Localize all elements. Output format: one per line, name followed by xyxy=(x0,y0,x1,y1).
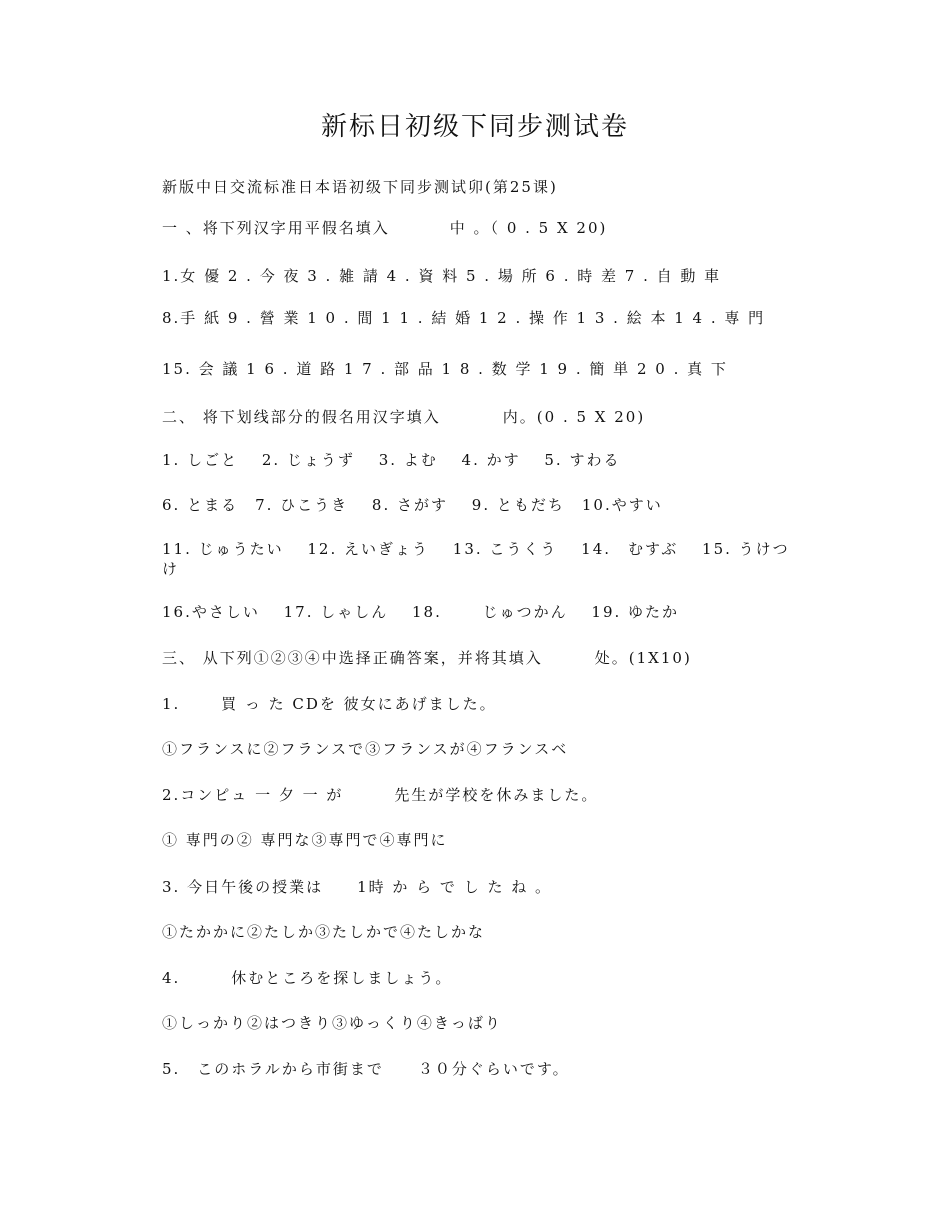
section2-row-1: 1. しごと 2. じょうず 3. よむ 4. かす 5. すわる xyxy=(162,451,621,469)
section2-heading-tail: 内。(0 . 5 X 20) xyxy=(502,408,646,426)
question-2: 2.コンピュ 一 夕 一 が 先生が学校を休みました。 xyxy=(162,786,599,804)
section1-row-2: 8.手 紙 9 . 營 業 1 0 . 間 1 1 . 結 婚 1 2 . 操 作 1 3 . 絵 本 1 4 . 専 門 xyxy=(162,309,766,327)
page-title: 新标日初级下同步测试卷 xyxy=(320,112,629,142)
section1-heading xyxy=(162,217,802,238)
question-4-options: ①しっかり②はつきり③ゆっくり④きっばり xyxy=(162,1014,502,1032)
section2-row-2: 6. とまる 7. ひこうき 8. さがす 9. ともだち 10.やすい xyxy=(162,496,663,514)
question-5: 5. このホラルから市街まで ３０分ぐらいです。 xyxy=(162,1060,570,1078)
question-1: 1. 買 っ た CDを 彼女にあげました。 xyxy=(162,695,497,713)
question-3-options: ①たかかに②たしか③たしかで④たしかな xyxy=(162,923,486,941)
section1-heading-tail: 中 。（ 0 . 5 X 20) xyxy=(449,219,608,237)
question-3: 3. 今日午後の授業は 1時 か ら で し た ね 。 xyxy=(162,878,553,896)
question-1-options: ①フランスに②フランスで③フランスが④フランスベ xyxy=(162,740,569,758)
section2-heading xyxy=(162,406,802,427)
section3-heading xyxy=(162,647,802,668)
section2-heading-text: 二、 将下划线部分的假名用汉字填入 xyxy=(162,408,441,426)
question-2-options: ① 専門の② 専門な③専門で④専門に xyxy=(162,831,448,849)
section3-heading-text: 三、 从下列①②③④中选择正确答案，并将其填入 xyxy=(162,649,543,667)
section2-row-3: 11. じゅうたい 12. えいぎょう 13. こうくう 14. むすぶ 15. うけつけ xyxy=(162,540,790,578)
subtitle: 新版中日交流标准日本语初级下同步测试卯(第25课) xyxy=(162,178,558,196)
section1-heading-text: 一 、将下列汉字用平假名填入 xyxy=(162,219,390,237)
question-4: 4. 休むところを探しましょう。 xyxy=(162,969,453,987)
section2-row-4: 16.やさしい 17. しゃしん 18. じゅつかん 19. ゆたか xyxy=(162,603,680,621)
section1-row-1: 1.女 優 2 . 今 夜 3 . 雑 請 4 . 資 料 5 . 場 所 6 . 時 差 7 . 自 動 車 xyxy=(162,267,722,285)
section1-row-3: 15. 会 議 1 6 . 道 路 1 7 . 部 品 1 8 . 数 学 1 9 . 簡 単 2 0 . 真 下 xyxy=(162,360,728,378)
section3-heading-tail: 处。(1X10) xyxy=(594,649,692,667)
